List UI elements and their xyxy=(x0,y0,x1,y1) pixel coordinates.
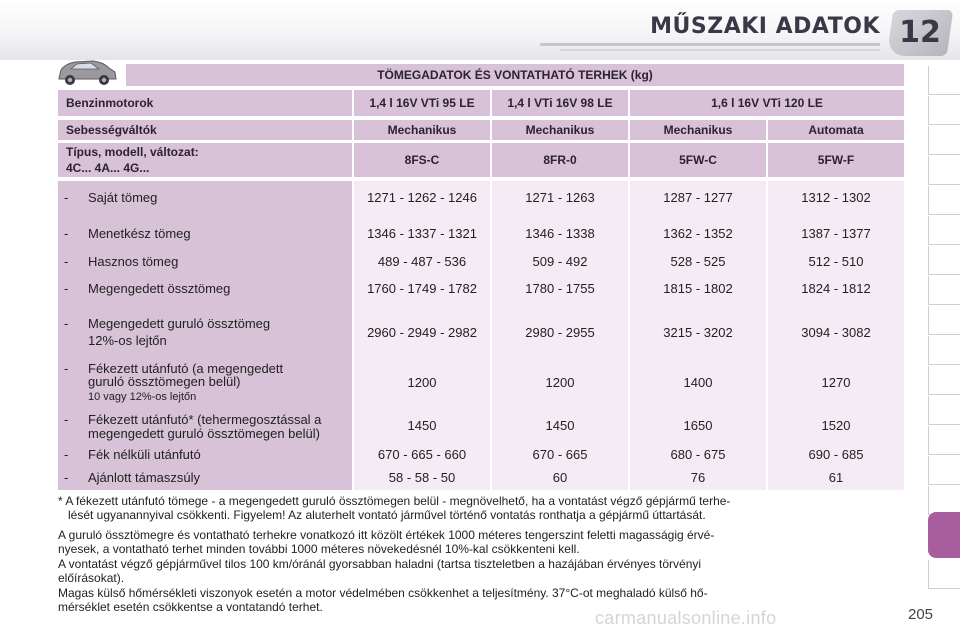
row-dash: - xyxy=(64,190,69,205)
watermark: carmanualsonline.info xyxy=(595,608,777,628)
table-cell: 3094 - 3082 xyxy=(801,325,871,340)
table-cell: 1271 - 1263 xyxy=(525,190,595,205)
chapter-tab[interactable] xyxy=(928,216,960,245)
footnote xyxy=(58,494,904,522)
type-label-line: Típus, modell, változat: xyxy=(66,145,199,159)
chapter-tab[interactable] xyxy=(928,126,960,155)
table-cell: 2960 - 2949 - 2982 xyxy=(367,325,477,340)
chapter-number: 12 xyxy=(899,15,941,50)
engine-header: 1,6 l 16V VTi 120 LE xyxy=(630,90,904,116)
table-cell: 489 - 487 - 536 xyxy=(377,254,467,269)
chapter-tab[interactable] xyxy=(928,426,960,455)
footnote-line: lését ugyanannyival csökkenti. Figyelem! Az aluterhelt vontató járművel történő vontatás ronthatja a gépjármű úttartását. xyxy=(68,508,706,522)
chapter-tab[interactable] xyxy=(928,486,960,515)
row-label-text: Menetkész tömeg xyxy=(88,226,191,241)
row-label-text: 10 vagy 12%-os lejtőn xyxy=(88,391,197,403)
table-cell: 60 xyxy=(552,470,568,485)
gearbox-header: Mechanikus xyxy=(492,120,628,140)
paragraph-line: A guruló össztömegre és vontatható terhekre vonatkozó itt közölt értékek 1000 méteres tengerszint feletti magasságig érvé- xyxy=(58,528,715,542)
chapter-tab[interactable] xyxy=(928,276,960,305)
table-cell: 3215 - 3202 xyxy=(663,325,733,340)
row-dash: - xyxy=(64,470,69,485)
row-dash: - xyxy=(64,226,69,241)
row-dash: - xyxy=(64,281,69,296)
table-cell: 528 - 525 xyxy=(670,254,726,269)
gearbox-header: Mechanikus xyxy=(354,120,490,140)
chapter-tab[interactable] xyxy=(928,156,960,185)
type-header: 8FS-C xyxy=(354,143,490,177)
paragraph-line: mérséklet esetén csökkentse a vontatandó terhet. xyxy=(58,600,323,614)
table-cell: 1450 xyxy=(407,418,437,433)
row-label-text: Megengedett guruló össztömeg xyxy=(88,316,271,331)
chapter-tab[interactable] xyxy=(928,396,960,425)
chapter-tab[interactable] xyxy=(928,96,960,125)
table-cell: 1400 xyxy=(683,375,713,390)
paragraph xyxy=(58,557,904,585)
chapter-tab[interactable] xyxy=(928,306,960,335)
table-cell: 1650 xyxy=(683,418,713,433)
footnote-line: * A fékezett utánfutó tömege - a megengedett guruló össztömegen belül - megnövelhető, ha a vontatást végző gépjármű terhe- xyxy=(58,494,731,508)
row-label-text: Fékezett utánfutó* (tehermegosztással a xyxy=(88,412,322,427)
chapter-tab[interactable] xyxy=(928,186,960,215)
engine-header: 1,4 l 16V VTi 95 LE xyxy=(354,90,490,116)
row-label-text: megengedett guruló össztömegen belül) xyxy=(88,426,320,441)
table-cell: 1760 - 1749 - 1782 xyxy=(367,281,477,296)
row-label-text: Fékezett utánfutó (a megengedett xyxy=(88,361,284,376)
table-cell: 1387 - 1377 xyxy=(801,226,871,241)
paragraph-line: A vontatást végző gépjárművel tilos 100 km/óránál gyorsabban haladni (tartsa tiszteletben a hazájában érvényes törvényi xyxy=(58,557,702,571)
engine-label: Benzinmotorok xyxy=(58,90,352,116)
row-dash: - xyxy=(64,316,69,331)
paragraph xyxy=(58,586,904,614)
table-cell: 1270 xyxy=(821,375,851,390)
paragraph-line: előírásokat). xyxy=(58,571,125,585)
table-cell: 58 - 58 - 50 xyxy=(388,470,456,485)
chapter-tab[interactable] xyxy=(928,560,960,589)
header-stripe xyxy=(540,43,880,46)
chapter-tab[interactable] xyxy=(928,366,960,395)
chapter-tab[interactable] xyxy=(928,246,960,275)
type-header: 5FW-C xyxy=(630,143,766,177)
gearbox-label: Sebességváltók xyxy=(58,120,352,140)
row-label-text: Ajánlott támaszsúly xyxy=(88,470,200,485)
type-header: 8FR-0 xyxy=(492,143,628,177)
table-cell: 2980 - 2955 xyxy=(525,325,595,340)
table-cell: 680 - 675 xyxy=(670,447,726,462)
table-cell: 61 xyxy=(828,470,844,485)
gearbox-header: Automata xyxy=(768,120,904,140)
table-cell: 509 - 492 xyxy=(532,254,588,269)
table-cell: 670 - 665 xyxy=(532,447,588,462)
table-cell: 1200 xyxy=(407,375,437,390)
table-cell: 1780 - 1755 xyxy=(525,281,595,296)
gearbox-header: Mechanikus xyxy=(630,120,766,140)
row-label-text: guruló össztömegen belül) xyxy=(88,374,241,389)
row-dash: - xyxy=(64,447,69,462)
row-label-text: Saját tömeg xyxy=(88,190,158,205)
table-cell: 1346 - 1338 xyxy=(525,226,595,241)
table-cell: 512 - 510 xyxy=(808,254,864,269)
table-title: TÖMEGADATOK ÉS VONTATHATÓ TERHEK (kg) xyxy=(126,64,904,86)
paragraph-line: Magas külső hőmérsékleti viszonyok esetén a motor védelmében csökkenhet a teljesítmény. 37°C-ot meghaladó külső hő- xyxy=(58,586,708,600)
table-cell: 1200 xyxy=(545,375,575,390)
row-dash: - xyxy=(64,412,69,427)
row-label-text: 12%-os lejtőn xyxy=(88,333,167,348)
table-cell: 1346 - 1337 - 1321 xyxy=(367,226,477,241)
row-dash: - xyxy=(64,254,69,269)
row-dash: - xyxy=(64,361,69,376)
table-cell: 1824 - 1812 xyxy=(801,281,871,296)
paragraph xyxy=(58,528,904,556)
table-cell: 1362 - 1352 xyxy=(663,226,733,241)
table-cell: 670 - 665 - 660 xyxy=(377,447,467,462)
type-label xyxy=(58,143,352,177)
car-icon xyxy=(55,56,119,88)
row-label-text: Hasznos tömeg xyxy=(88,254,179,269)
table-cell: 1450 xyxy=(545,418,575,433)
row-label-text: Fék nélküli utánfutó xyxy=(88,447,201,462)
type-label-line: 4C... 4A... 4G... xyxy=(66,161,150,175)
row-label-text: Megengedett össztömeg xyxy=(88,281,231,296)
page-number: 205 xyxy=(908,606,934,623)
chapter-tab[interactable] xyxy=(928,66,960,95)
engine-header: 1,4 l VTi 16V 98 LE xyxy=(492,90,628,116)
header-stripe xyxy=(560,49,880,51)
table-cell: 1815 - 1802 xyxy=(663,281,733,296)
page-title: MŰSZAKI ADATOK xyxy=(650,14,880,39)
chapter-tab[interactable] xyxy=(928,456,960,485)
table-cell: 690 - 685 xyxy=(808,447,864,462)
table-cell: 1287 - 1277 xyxy=(663,190,733,205)
table-cell: 76 xyxy=(690,470,706,485)
type-header: 5FW-F xyxy=(768,143,904,177)
chapter-tab[interactable] xyxy=(928,336,960,365)
table-cell: 1312 - 1302 xyxy=(801,190,871,205)
table-cell: 1271 - 1262 - 1246 xyxy=(367,190,477,205)
paragraph-line: nyesek, a vontatható terhet minden további 1000 méteres növekedésnél 10%-kal csökkenteni kell. xyxy=(58,542,580,556)
table-cell: 1520 xyxy=(821,418,851,433)
chapter-tab-active[interactable] xyxy=(928,512,960,558)
